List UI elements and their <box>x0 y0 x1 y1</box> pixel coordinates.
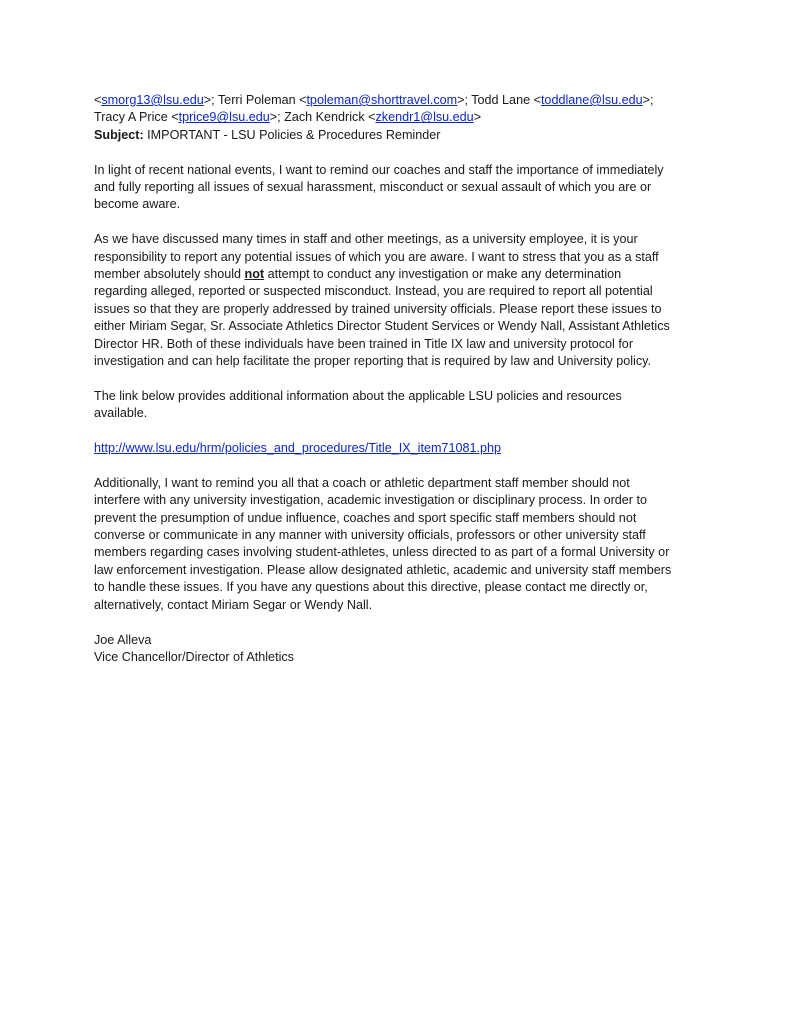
paragraph-4 <box>94 475 706 614</box>
paragraph-line: issues so that they are properly addressed by trained university officials. Please report these issues to <box>94 301 662 316</box>
recipients-line-2 <box>94 109 706 126</box>
paragraph-line: and fully reporting all issues of sexual harassment, misconduct or sexual assault of which you are or <box>94 180 652 195</box>
recipients-text: >; Todd Lane < <box>457 93 541 107</box>
recipients-text: > <box>473 110 482 125</box>
signature-name: Joe Alleva <box>94 632 152 647</box>
spacer <box>94 214 706 231</box>
paragraph-line: converse or communicate in any manner with university officials, professors or other university staff <box>94 528 646 543</box>
paragraph-line: either Miriam Segar, Sr. Associate Athletics Director Student Services or Wendy Nall, Assistant Athletics <box>94 319 670 334</box>
spacer <box>94 423 706 440</box>
paragraph-line <box>94 266 706 283</box>
subject-label: Subject: <box>94 127 144 142</box>
signature-title: Vice Chancellor/Director of Athletics <box>94 649 294 664</box>
recipients-text: Tracy A Price < <box>94 110 179 125</box>
recipients-text: >; <box>642 93 654 107</box>
spacer <box>94 614 706 631</box>
paragraph-line: investigation and can help facilitate the proper reporting that is required by law and University policy. <box>94 354 651 369</box>
recipients-text: >; Terri Poleman < <box>203 93 307 107</box>
spacer <box>94 370 706 387</box>
paragraph-line: to handle these issues. If you have any questions about this directive, please contact me directly or, <box>94 580 648 595</box>
paragraph-line: law enforcement investigation. Please allow designated athletic, academic and university staff members <box>94 562 672 577</box>
email-link-smorg13[interactable]: smorg13@lsu.edu <box>101 93 204 107</box>
paragraph-line: As we have discussed many times in staff and other meetings, as a university employee, it is your <box>94 232 638 247</box>
paragraph-line: interfere with any university investigation, academic investigation or disciplinary process. In order to <box>94 493 647 508</box>
paragraph-3 <box>94 388 706 423</box>
paragraph-line: Director HR. Both of these individuals have been trained in Title IX law and university protocol for <box>94 336 634 351</box>
paragraph-text: member absolutely should <box>94 267 245 282</box>
paragraph-text: attempt to conduct any investigation or make any determination <box>264 267 622 282</box>
subject-line <box>94 127 706 144</box>
email-document <box>94 92 706 666</box>
email-link-tprice9[interactable]: tprice9@lsu.edu <box>178 110 270 125</box>
policy-link-line <box>94 440 706 457</box>
paragraph-line: prevent the presumption of undue influence, coaches and sport specific staff members should not <box>94 510 637 525</box>
paragraph-line: The link below provides additional information about the applicable LSU policies and resources <box>94 388 622 403</box>
paragraph-line: regarding alleged, reported or suspected misconduct. Instead, you are required to report all potential <box>94 284 653 299</box>
spacer <box>94 457 706 474</box>
paragraph-line: alternatively, contact Miriam Segar or Wendy Nall. <box>94 597 373 612</box>
paragraph-2 <box>94 231 706 370</box>
recipients-line-1 <box>94 92 706 109</box>
paragraph-line: members regarding cases involving student-athletes, unless directed to as part of a formal University or <box>94 545 670 560</box>
paragraph-line: available. <box>94 406 148 421</box>
paragraph-line: become aware. <box>94 197 181 212</box>
recipients-text: >; Zach Kendrick < <box>269 110 376 125</box>
paragraph-line: responsibility to report any potential issues of which you are aware. I want to stress that you as a staff <box>94 249 659 264</box>
email-link-toddlane[interactable]: toddlane@lsu.edu <box>540 93 643 107</box>
email-link-tpoleman[interactable]: tpoleman@shorttravel.com <box>306 93 458 107</box>
paragraph-line: Additionally, I want to remind you all that a coach or athletic department staff member should not <box>94 475 630 490</box>
spacer <box>94 144 706 161</box>
emphasis-not: not <box>244 267 265 282</box>
recipients-text: < <box>94 93 102 107</box>
paragraph-line: In light of recent national events, I want to remind our coaches and staff the importance of immediately <box>94 162 664 177</box>
subject-text: IMPORTANT - LSU Policies & Procedures Reminder <box>143 127 441 142</box>
policy-link[interactable]: http://www.lsu.edu/hrm/policies_and_procedures/Title_IX_item71081.php <box>94 441 501 456</box>
email-link-zkendr1[interactable]: zkendr1@lsu.edu <box>375 110 474 125</box>
paragraph-1 <box>94 162 706 214</box>
